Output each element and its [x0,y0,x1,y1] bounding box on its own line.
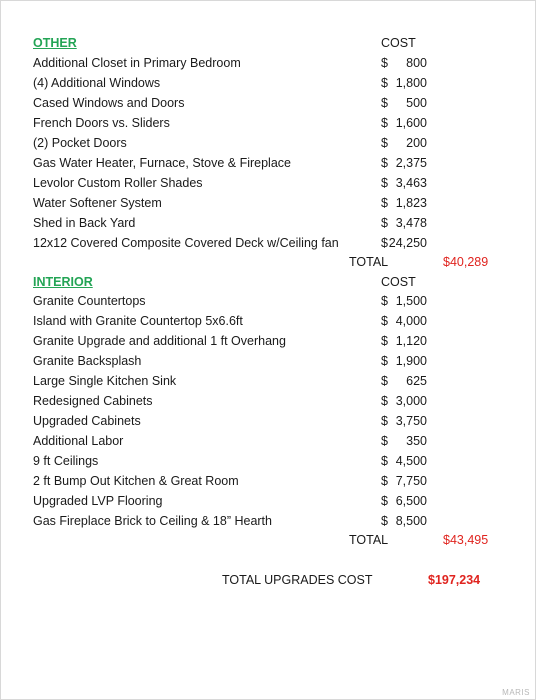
line-item-description: Granite Upgrade and additional 1 ft Overhang [33,334,286,348]
line-item-description: 12x12 Covered Composite Covered Deck w/Ceiling fan [33,236,339,250]
line-item [0,411,536,431]
line-item-cost [381,491,427,511]
currency-symbol: $ [381,354,388,368]
section-header-interior [0,272,536,292]
cost-amount: 4,000 [395,314,427,328]
total-value: $40,289 [443,255,489,269]
line-item-description: Island with Granite Countertop 5x6.6ft [33,314,243,328]
line-item-cost [381,291,427,311]
line-item-cost [381,213,427,233]
section-total-other [0,252,536,272]
section-header-other [0,33,536,53]
line-item [0,331,536,351]
cost-amount: 3,463 [395,176,427,190]
currency-symbol: $ [381,76,388,90]
line-item-cost [381,133,427,153]
currency-symbol: $ [381,414,388,428]
currency-symbol: $ [381,394,388,408]
cost-amount: 625 [406,374,427,388]
currency-symbol: $ [381,474,388,488]
currency-symbol: $ [381,136,388,150]
currency-symbol: $ [381,216,388,230]
line-item-cost [381,351,427,371]
line-item [0,391,536,411]
currency-symbol: $ [381,434,388,448]
currency-symbol: $ [381,454,388,468]
line-item-cost [381,391,427,411]
line-item-cost [381,53,427,73]
line-item [0,511,536,531]
cost-amount: 1,823 [395,196,427,210]
cost-amount: 3,000 [395,394,427,408]
line-item [0,233,536,253]
line-item [0,113,536,133]
line-item [0,213,536,233]
line-item-cost [381,193,427,213]
line-item-cost [381,93,427,113]
cost-column-header: COST [381,36,416,50]
line-item-description: Additional Labor [33,434,124,448]
line-item [0,351,536,371]
cost-amount: 1,500 [395,294,427,308]
line-item-description: 2 ft Bump Out Kitchen & Great Room [33,474,239,488]
line-item [0,73,536,93]
cost-amount: 7,750 [395,474,427,488]
cost-amount: 8,500 [395,514,427,528]
cost-amount: 1,800 [395,76,427,90]
watermark-logo: MARIS [502,688,530,697]
currency-symbol: $ [381,156,388,170]
line-item-description: Water Softener System [33,196,162,210]
line-item-description: Shed in Back Yard [33,216,136,230]
total-value: $43,495 [443,533,489,547]
cost-amount: 6,500 [395,494,427,508]
line-item-description: Granite Backsplash [33,354,142,368]
line-item-description: Granite Countertops [33,294,146,308]
currency-symbol: $ [381,96,388,110]
grand-total-value: $197,234 [428,573,481,587]
section-title-other: OTHER [33,36,77,50]
currency-symbol: $ [381,314,388,328]
cost-amount: 3,478 [395,216,427,230]
line-item [0,491,536,511]
line-item [0,133,536,153]
cost-amount: 1,600 [395,116,427,130]
line-item [0,291,536,311]
currency-symbol: $ [381,176,388,190]
currency-symbol: $ [381,116,388,130]
section-title-interior: INTERIOR [33,275,93,289]
line-item-cost [381,371,427,391]
currency-symbol: $ [381,196,388,210]
line-item [0,471,536,491]
line-item [0,153,536,173]
cost-amount: 350 [406,434,427,448]
line-item-cost [381,331,427,351]
cost-amount: 500 [406,96,427,110]
line-item-cost [381,173,427,193]
line-item-description: 9 ft Ceilings [33,454,99,468]
line-item [0,371,536,391]
line-item-cost [381,73,427,93]
line-item-description: Levolor Custom Roller Shades [33,176,203,190]
cost-amount: 24,250 [388,236,427,250]
line-item-description: (2) Pocket Doors [33,136,127,150]
line-item-description: Upgraded LVP Flooring [33,494,163,508]
cost-amount: 2,375 [395,156,427,170]
line-item-description: Upgraded Cabinets [33,414,141,428]
cost-amount: 4,500 [395,454,427,468]
total-label: TOTAL [349,255,389,269]
currency-symbol: $ [381,236,388,250]
line-item [0,173,536,193]
currency-symbol: $ [381,494,388,508]
line-item-cost [381,431,427,451]
currency-symbol: $ [381,334,388,348]
total-label: TOTAL [349,533,389,547]
cost-amount: 1,120 [395,334,427,348]
cost-amount: 3,750 [395,414,427,428]
line-item [0,53,536,73]
line-item-description: Large Single Kitchen Sink [33,374,177,388]
line-item [0,311,536,331]
line-item-description: Redesigned Cabinets [33,394,153,408]
cost-column-header: COST [381,275,416,289]
line-item [0,193,536,213]
grand-total-row [0,570,536,590]
line-item-description: Gas Fireplace Brick to Ceiling & 18” Hearth [33,514,272,528]
cost-amount: 1,900 [395,354,427,368]
cost-amount: 200 [406,136,427,150]
line-item-cost [381,471,427,491]
section-total-interior [0,530,536,550]
line-item [0,431,536,451]
line-item-cost [381,411,427,431]
currency-symbol: $ [381,514,388,528]
line-item-cost [381,511,427,531]
line-item-cost [381,233,427,253]
line-item-cost [381,451,427,471]
line-item-cost [381,311,427,331]
line-item-description: (4) Additional Windows [33,76,161,90]
line-item [0,93,536,113]
line-item-cost [381,153,427,173]
line-item-description: Gas Water Heater, Furnace, Stove & Fireplace [33,156,291,170]
currency-symbol: $ [381,294,388,308]
line-item [0,451,536,471]
line-item-description: Additional Closet in Primary Bedroom [33,56,241,70]
line-item-description: French Doors vs. Sliders [33,116,170,130]
line-item-cost [381,113,427,133]
line-item-description: Cased Windows and Doors [33,96,185,110]
cost-amount: 800 [406,56,427,70]
currency-symbol: $ [381,56,388,70]
grand-total-label: TOTAL UPGRADES COST [222,573,373,587]
currency-symbol: $ [381,374,388,388]
